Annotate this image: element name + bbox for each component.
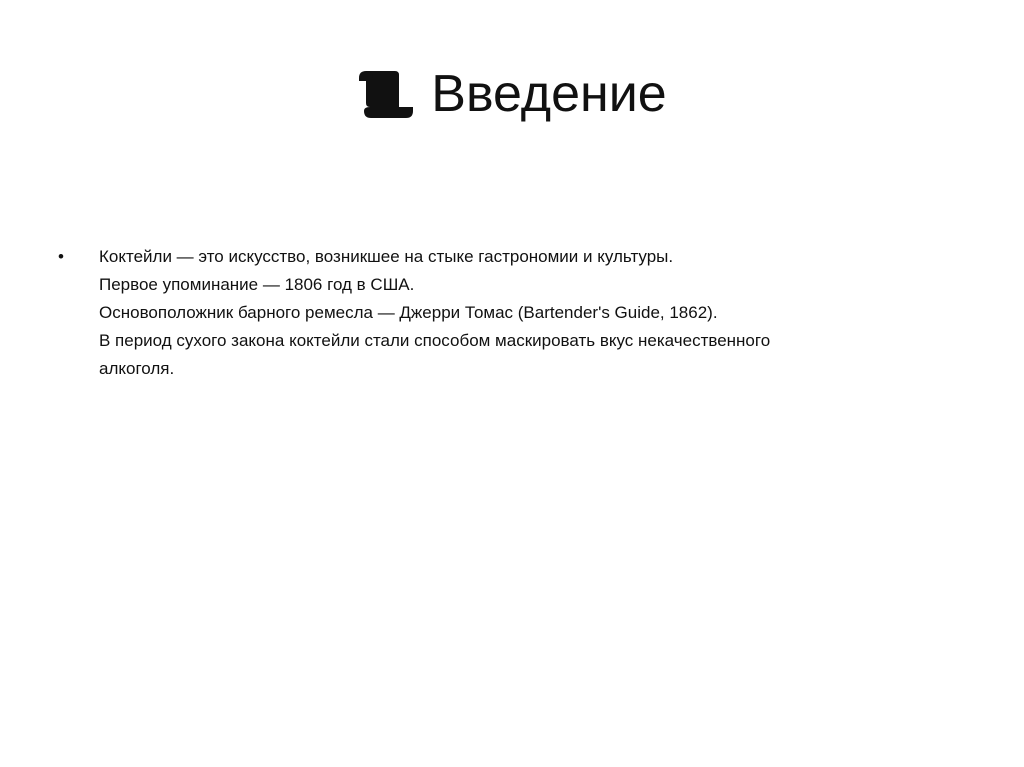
bullet-line: В период сухого закона коктейли стали способом маскировать вкус некачественного	[99, 331, 771, 350]
bullet-line: Основоположник барного ремесла — Джерри Томас (Bartender's Guide, 1862).	[99, 303, 718, 322]
slide-title: Введение	[431, 65, 667, 123]
bullet-marker: •	[58, 247, 64, 266]
bullet-text	[99, 243, 949, 383]
bullet-list-item	[58, 243, 958, 383]
title-row	[0, 58, 1024, 130]
scroll-icon	[357, 67, 415, 121]
bullet-line: Первое упоминание — 1806 год в США.	[99, 275, 415, 294]
bullet-line: алкоголя.	[99, 359, 175, 378]
bullet-line: Коктейли — это искусство, возникшее на стыке гастрономии и культуры.	[99, 247, 674, 266]
